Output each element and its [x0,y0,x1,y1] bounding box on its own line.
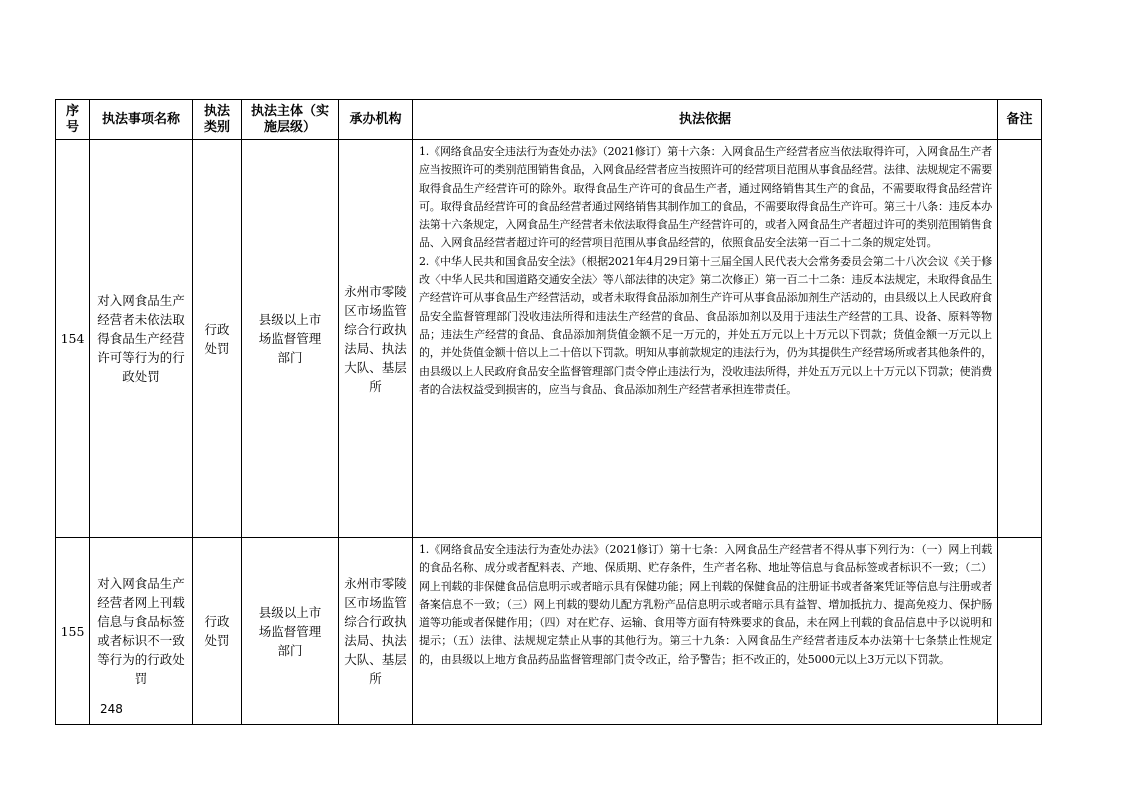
row-subject [242,538,339,725]
basis-paragraph: 1.《网络食品安全违法行为查处办法》（2021修订）第十七条：入网食品生产经营者不得从事下列行为：（一）网上刊载的食品名称、成分或者配料表、产地、保质期、贮存条件，生产者名称、地址等信息与食品标签或者标识不一致；（二）网上刊载的非保健食品信息明示或者暗示具有保健功能；网上刊载的保健食品的注册证书或者备案凭证等信息与注册或者备案信息不一致；（三）网上刊载的婴幼儿配方乳粉产品信息明示或者暗示具有益智、增加抵抗力、提高免疫力、保护肠道等功能或者保健作用；（四）对在贮存、运输、食用等方面有特殊要求的食品，未在网上刊载的食品信息中予以说明和提示；（五）法律、法规规定禁止从事的其他行为。第三十九条：入网食品生产经营者违反本办法第十七条禁止性规定的，由县级以上地方食品药品监督管理部门责令改正，给予警告；拒不改正的，处5000元以上3万元以下罚款。 [419,543,992,666]
header-note: 备注 [998,100,1042,140]
table-header-row [56,100,1042,140]
row-number: 154 [56,140,90,538]
basis-paragraph: 2.《中华人民共和国食品安全法》（根据2021年4月29日第十三届全国人民代表大会常务委员会第二十八次会议《关于修改〈中华人民共和国道路交通安全法〉等八部法律的决定》第二次修正）第一百二十二条：违反本法规定，未取得食品生产经营许可从事食品生产经营活动，或者未取得食品添加剂生产许可从事食品添加剂生产活动的，由县级以上人民政府食品安全监督管理部门没收违法所得和违法生产经营的食品、食品添加剂以及用于违法生产经营的工具、设备、原料等物品；违法生产经营的食品、食品添加剂货值金额不足一万元的，并处五万元以上十万元以下罚款；货值金额一万元以上的，并处货值金额十倍以上二十倍以下罚款。明知从事前款规定的违法行为，仍为其提供生产经营场所或者其他条件的，由县级以上人民政府食品安全监督管理部门责令停止违法行为，没收违法所得，并处五万元以上十万元以下罚款；使消费者的合法权益受到损害的，应当与食品、食品添加剂生产经营者承担连带责任。 [419,254,992,396]
row-agency-text: 永州市零陵区市场监管综合行政执法局、执法大队、基层所 [344,576,407,686]
page-number: 248 [100,702,123,716]
row-basis [413,538,998,725]
basis-paragraph: 1.《网络食品安全违法行为查处办法》（2021修订）第十六条：入网食品生产经营者应当依法取得许可，入网食品生产者应当按照许可的类别范围销售食品，入网食品经营者应当按照许可的经营项目范围从事食品经营。法律、法规规定不需要取得食品生产经营许可的除外。取得食品生产许可的食品生产者，通过网络销售其生产的食品，不需要取得食品经营许可。取得食品经营许可的食品经营者通过网络销售其制作加工的食品，不需要取得食品生产许可。第三十八条：违反本办法第十六条规定，入网食品生产经营者未依法取得食品生产经营许可的，或者入网食品生产者超过许可的类别范围销售食品、入网食品经营者超过许可的经营项目范围从事食品经营的，依照食品安全法第一百二十二条的规定处罚。 [419,145,992,250]
row-item-name-text: 对入网食品生产经营者网上刊载信息与食品标签或者标识不一致等行为的行政处罚 [97,576,185,686]
row-category [193,538,242,725]
row-subject-text: 县级以上市场监督管理部门 [258,604,322,658]
row-note [998,538,1042,725]
row-item-name [90,538,193,725]
table-row [56,538,1042,725]
table-row [56,140,1042,538]
header-no: 序号 [56,100,90,140]
row-subject-text: 县级以上市场监督管理部门 [258,312,322,365]
row-item-name [90,140,193,538]
header-agency: 承办机构 [339,100,413,140]
row-item-name-text: 对入网食品生产经营者未依法取得食品生产经营许可等行为的行政处罚 [97,293,185,384]
row-agency [339,538,413,725]
row-subject [242,140,339,538]
row-number: 155 [56,538,90,725]
row-agency-text: 永州市零陵区市场监管综合行政执法局、执法大队、基层所 [344,283,407,394]
law-enforcement-table [55,99,1042,725]
row-category-text: 行政处罚 [204,321,230,356]
row-category [193,140,242,538]
row-note [998,140,1042,538]
row-category-text: 行政处罚 [204,614,230,648]
header-subject: 执法主体（实施层级） [242,100,339,140]
header-category: 执法类别 [193,100,242,140]
header-basis: 执法依据 [413,100,998,140]
header-name: 执法事项名称 [90,100,193,140]
row-agency [339,140,413,538]
row-basis [413,140,998,538]
